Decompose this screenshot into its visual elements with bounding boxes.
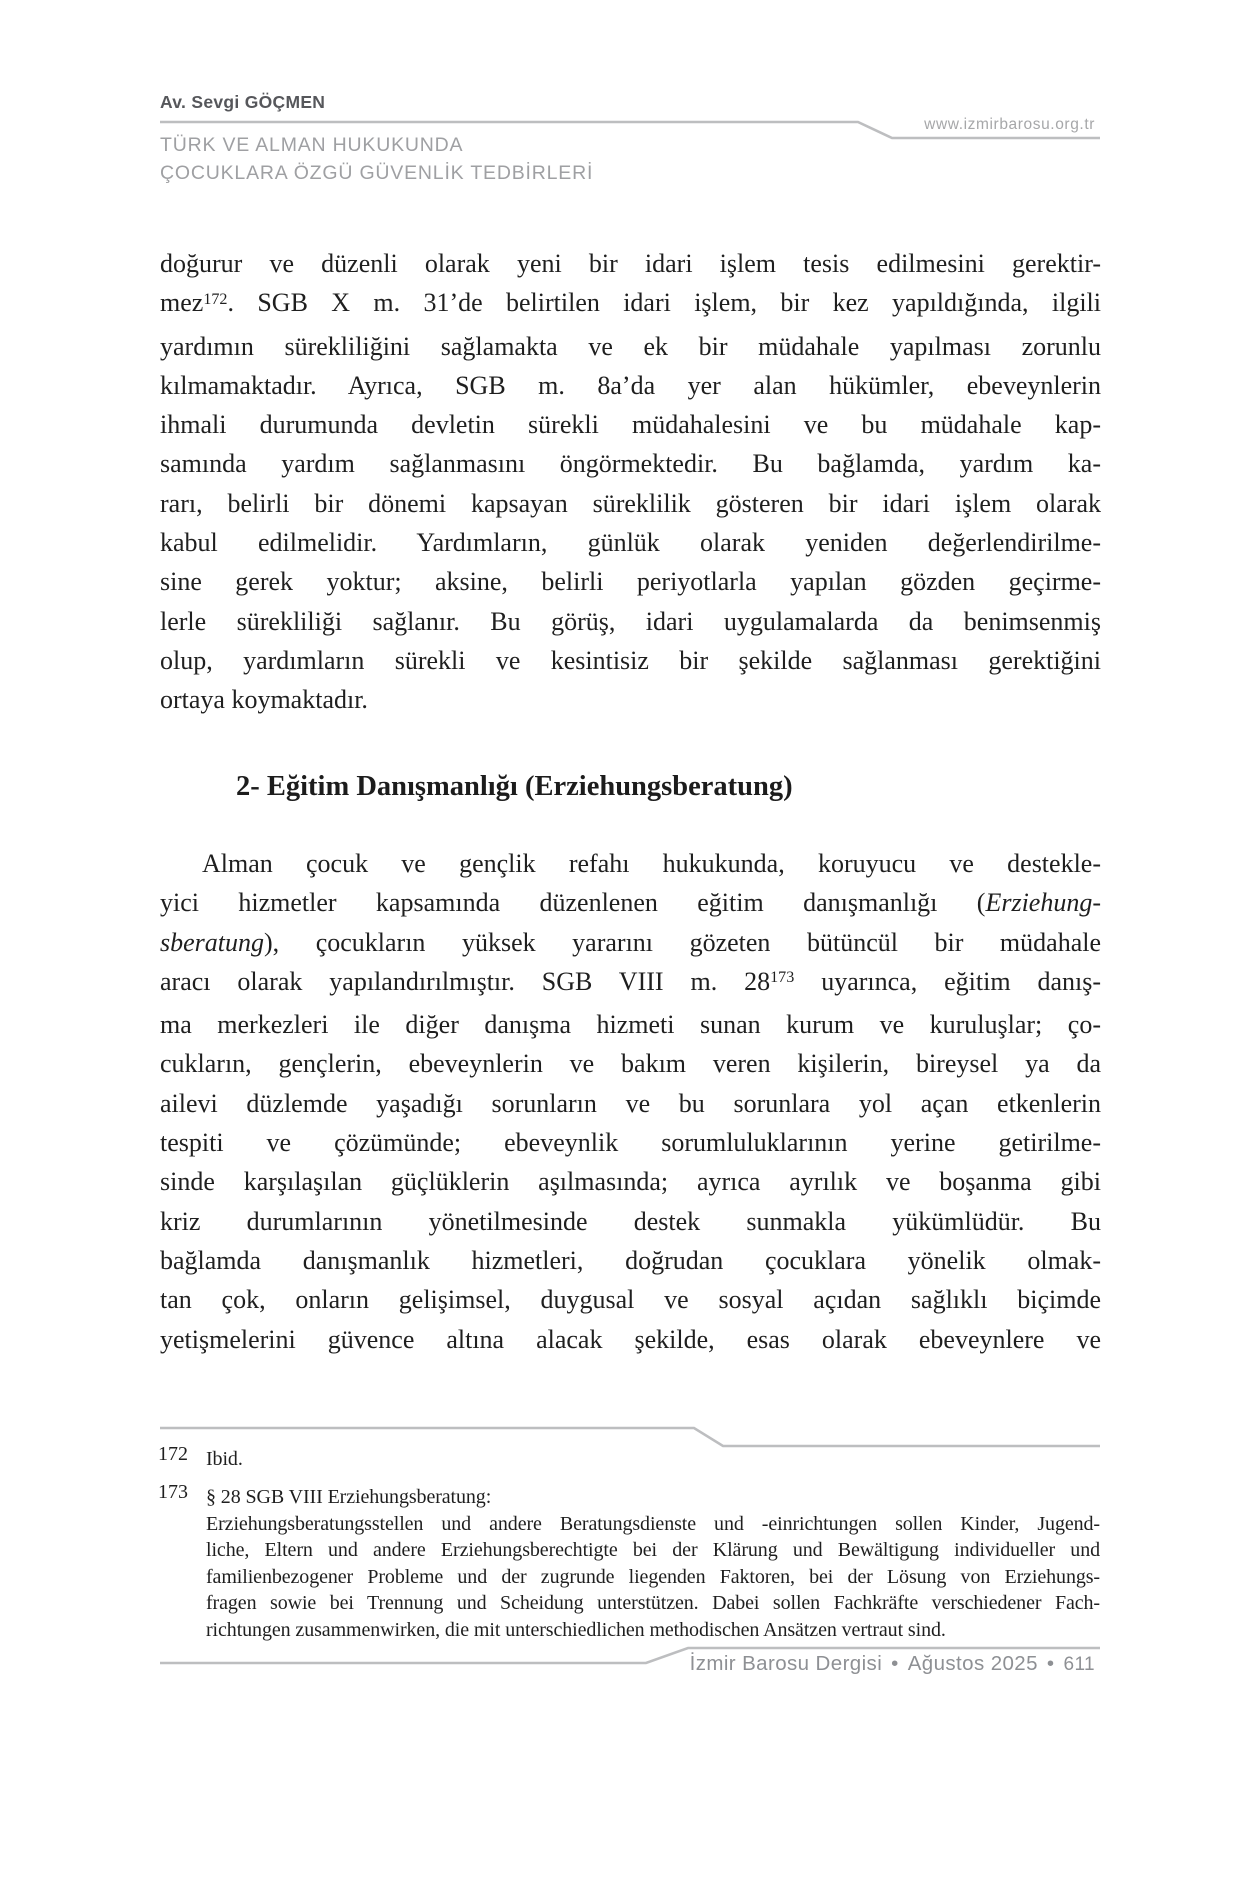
text-line <box>160 366 1101 405</box>
text-segment: samında yardım sağlanmasını öngörmektedir. Bu bağlamda, yardım ka- <box>160 449 1101 479</box>
text-line <box>160 1044 1101 1083</box>
section-heading: 2- Eğitim Danışmanlığı (Erziehungsberatung) <box>236 771 793 802</box>
text-segment: Erziehung- <box>985 888 1101 918</box>
text-segment: Erziehungsberatungsstellen und andere Beratungsdienste und -einrichtungen sollen Kinder, Jugend- <box>206 1512 1100 1535</box>
text-line <box>160 244 1101 283</box>
text-line <box>160 923 1101 962</box>
text-line <box>160 444 1101 483</box>
article-title-line1: TÜRK VE ALMAN HUKUKUNDA <box>160 134 464 156</box>
author-name: Av. Sevgi GÖÇMEN <box>160 92 326 112</box>
text-segment: § 28 SGB VIII Erziehungsberatung: <box>206 1486 492 1508</box>
text-segment: ), çocukların yüksek yararını gözeten bütüncül bir müdahale <box>264 927 1101 957</box>
text-segment: cukların, gençlerin, ebeveynlerin ve bakım veren kişilerin, bireysel ya da <box>160 1049 1101 1079</box>
footnote-reference: 172 <box>203 290 228 308</box>
text-line <box>160 1241 1101 1280</box>
text-segment: richtungen zusammenwirken, die mit unterschiedlichen methodischen Ansätzen vertraut sind. <box>206 1618 946 1641</box>
footer-page-number: 611 <box>1063 1654 1095 1675</box>
text-segment: sberatung <box>160 927 264 957</box>
text-line <box>206 1617 1100 1644</box>
text-segment: mez <box>160 288 204 318</box>
text-segment: uyarınca, eğitim danış- <box>794 966 1101 996</box>
text-line <box>160 883 1101 922</box>
text-segment: olup, yardımların sürekli ve kesintisiz bir şekilde sağlanması gerektiğini <box>160 645 1101 675</box>
footnote-number: 172 <box>158 1443 188 1465</box>
text-line <box>160 1123 1101 1162</box>
text-line <box>160 562 1101 601</box>
text-line <box>160 1202 1101 1241</box>
text-line <box>160 523 1101 562</box>
text-line <box>206 1484 1100 1511</box>
text-line <box>206 1590 1100 1617</box>
footnote-separator-rule <box>160 1428 1100 1446</box>
text-segment: familienbezogener Probleme und der zugrunde liegenden Faktoren, bei der Lösung von Erziehungs- <box>206 1565 1100 1588</box>
article-title <box>160 131 593 187</box>
text-segment: rarı, belirli bir dönemi kapsayan süreklilik gösteren bir idari işlem olarak <box>160 488 1101 518</box>
text-segment: kabul edilmelidir. Yardımların, günlük olarak yeniden değerlendirilme- <box>160 528 1101 558</box>
text-segment: kılmamaktadır. Ayrıca, SGB m. 8a’da yer alan hükümler, ebeveynlerin <box>160 370 1101 400</box>
text-segment: ailevi düzlemde yaşadığı sorunların ve bu sorunlara yol açan etkenlerin <box>160 1088 1101 1118</box>
page-footer <box>690 1652 1095 1676</box>
text-segment: Alman çocuk ve gençlik refahı hukukunda, koruyucu ve destekle- <box>202 849 1101 878</box>
text-line <box>206 1564 1100 1591</box>
text-line <box>206 1446 1100 1473</box>
text-line <box>206 1511 1100 1538</box>
journal-website-url: www.izmirbarosu.org.tr <box>924 116 1095 133</box>
text-segment: aracı olarak yapılandırılmıştır. SGB VIII m. 28 <box>160 966 771 996</box>
text-segment: tan çok, onların gelişimsel, duygusal ve sosyal açıdan sağlıklı biçimde <box>160 1285 1101 1315</box>
text-line <box>160 1005 1101 1044</box>
text-line <box>160 1162 1101 1201</box>
text-line <box>160 844 1101 883</box>
text-segment: ortaya koymaktadır. <box>160 685 368 715</box>
text-segment: doğurur ve düzenli olarak yeni bir idari işlem tesis edilmesini gerektir- <box>160 249 1101 278</box>
text-segment: ma merkezleri ile diğer danışma hizmeti sunan kurum ve kuruluşlar; ço- <box>160 1010 1101 1040</box>
text-line <box>160 602 1101 641</box>
text-segment: kriz durumlarının yönetilmesinde destek sunmakla yükümlüdür. Bu <box>160 1206 1101 1236</box>
text-segment: liche, Eltern und andere Erziehungsberechtigte bei der Klärung und Bewältigung individueller und <box>206 1539 1100 1562</box>
text-segment: fragen sowie bei Trennung und Scheidung unterstützen. Dabei sollen Fachkräfte verschiedener Fach- <box>206 1592 1100 1615</box>
text-line <box>160 641 1101 680</box>
text-segment: . SGB X m. 31’de belirtilen idari işlem, bir kez yapıldığında, ilgili <box>227 288 1101 318</box>
text-line <box>160 484 1101 523</box>
footnote-text <box>206 1446 1100 1473</box>
text-line <box>160 962 1101 1005</box>
text-segment: yici hizmetler kapsamında düzenlenen eğitim danışmanlığı ( <box>160 888 986 918</box>
text-line <box>160 283 1101 326</box>
footnote-173 <box>158 1481 1100 1644</box>
footnote-reference: 173 <box>770 969 795 987</box>
text-segment: ihmali durumunda devletin sürekli müdahalesini ve bu müdahale kap- <box>160 410 1101 440</box>
text-segment: sinde karşılaşılan güçlüklerin aşılmasında; ayrıca ayrılık ve boşanma gibi <box>160 1167 1101 1197</box>
text-line <box>206 1537 1100 1564</box>
text-segment: sine gerek yoktur; aksine, belirli periyotlarla yapılan gözden geçirme- <box>160 567 1101 597</box>
footer-journal-name: İzmir Barosu Dergisi <box>689 1652 883 1675</box>
text-segment: yetişmelerini güvence altına alacak şekilde, esas olarak ebeveynlere ve <box>160 1324 1101 1354</box>
text-line <box>160 1320 1101 1359</box>
text-line <box>160 405 1101 444</box>
text-line <box>160 1084 1101 1123</box>
text-segment: tespiti ve çözümünde; ebeveynlik sorumluluklarının yerine getirilme- <box>160 1128 1101 1158</box>
footnote-text <box>206 1484 1100 1644</box>
footnote-172 <box>158 1443 1100 1473</box>
text-line <box>160 1280 1101 1319</box>
article-title-line2: ÇOCUKLARA ÖZGÜ GÜVENLİK TEDBİRLERİ <box>160 162 594 184</box>
text-segment: yardımın sürekliliğini sağlamakta ve ek bir müdahale yapılması zorunlu <box>160 331 1101 361</box>
text-line <box>160 680 1101 719</box>
body-paragraph-2 <box>160 844 1101 1359</box>
footer-issue: Ağustos 2025 <box>907 1652 1038 1675</box>
body-paragraph-1 <box>160 244 1101 720</box>
text-segment: bağlamda danışmanlık hizmetleri, doğrudan çocuklara yönelik olmak- <box>160 1245 1101 1275</box>
text-line <box>160 327 1101 366</box>
footer-bullet: • <box>891 1652 899 1675</box>
footer-bullet: • <box>1046 1652 1055 1675</box>
text-segment: lerle sürekliliği sağlanır. Bu görüş, idari uygulamalarda da benimsenmiş <box>160 606 1101 636</box>
text-segment: Ibid. <box>206 1448 243 1470</box>
footnote-number: 173 <box>158 1481 188 1503</box>
